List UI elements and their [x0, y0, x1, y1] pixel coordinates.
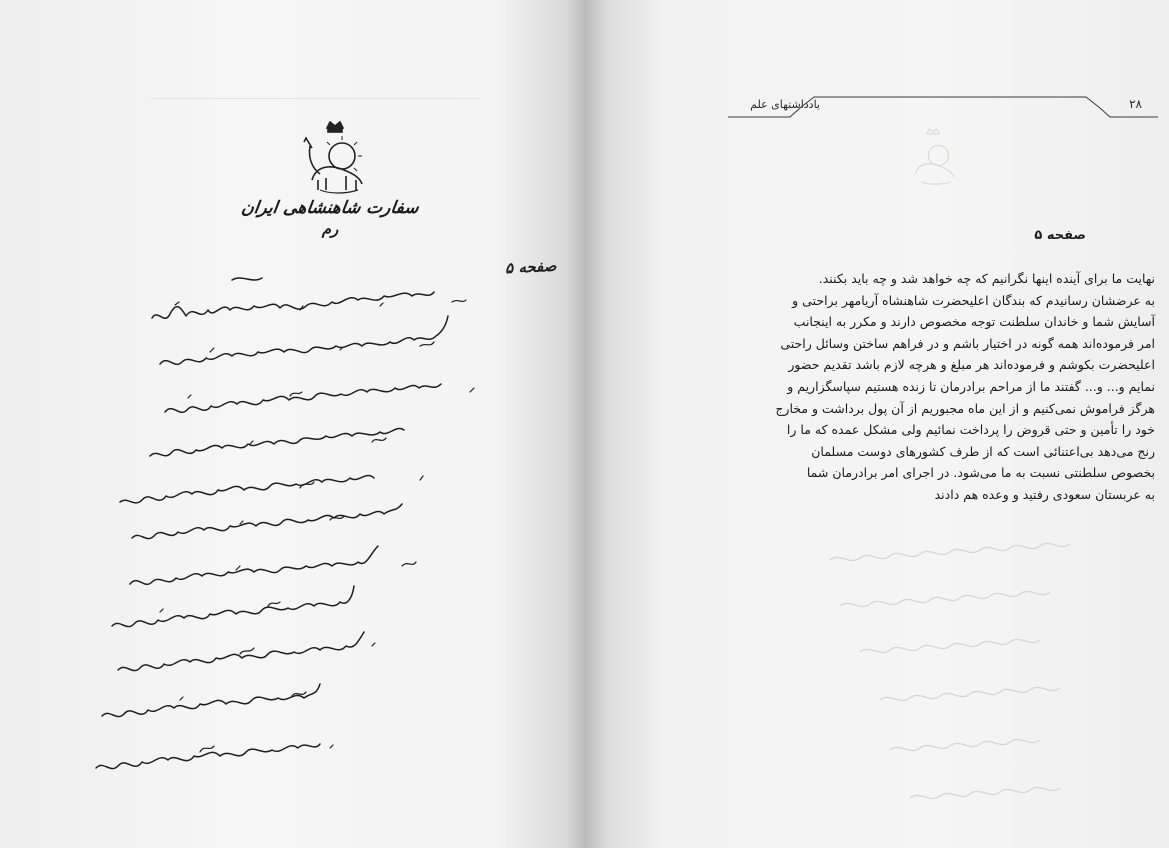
handwriting-line — [232, 278, 262, 280]
body-line: آسایش شما و خاندان سلطنت توجه مخصوص دارند و مکرر به اینجانب — [793, 314, 1155, 330]
section-title: صفحه ۵ — [1034, 228, 1086, 243]
handwriting-line — [165, 384, 441, 412]
body-line: اعلیحضرت بکوشم و فرموده‌اند هر مبلغ و هرچه لازم باشد تقدیم حضور — [788, 357, 1155, 373]
body-line: نهایت ما برای آینده اینها نگرانیم که چه خواهد شد و چه باید بکنند. — [818, 271, 1155, 286]
handwritten-page-label: صفحه ۵ — [504, 256, 557, 278]
running-head-title: یادداشتهای علم — [750, 98, 820, 111]
running-head — [728, 96, 1158, 118]
body-line: خود را تأمین و حتی قروض را پرداخت نمائیم ولی مشکل عمده که ما را — [786, 422, 1155, 438]
handwriting-line — [130, 546, 378, 584]
handwriting-line — [150, 428, 404, 456]
body-line: بخصوص سلطنتی نسبت به ما می‌شود. در اجرای امر برادرمان شما — [806, 465, 1155, 481]
body-line: امر فرموده‌اند همه گونه در اختیار باشم و در فراهم ساختن وسائل راحتی — [780, 335, 1155, 351]
handwriting-line — [152, 292, 434, 318]
handwriting-line — [102, 684, 320, 717]
handwriting-line — [96, 744, 320, 769]
handwriting-line — [120, 475, 374, 502]
body-line: رنج می‌دهد بی‌اعتنائی است که از طرف کشورهای دوست مسلمان — [811, 443, 1155, 459]
body-line: به عربستان سعودی رفتید و وعده هم دادند — [934, 486, 1155, 502]
handwriting-line — [112, 586, 354, 627]
page-number: ۲۸ — [1129, 97, 1142, 111]
letterhead-city: رم — [321, 220, 339, 238]
emblem-bleed-through-icon — [905, 126, 961, 188]
letterhead-embassy-name: سفارت شاهنشاهی ایران — [240, 198, 420, 218]
handwritten-letter-body — [0, 0, 584, 848]
handwriting-bleed-through — [820, 540, 1165, 840]
handwriting-line — [160, 316, 448, 364]
transcription-body — [708, 268, 1155, 506]
handwriting-line — [132, 504, 402, 539]
handwriting-line — [118, 632, 364, 671]
left-page-facsimile — [0, 0, 584, 848]
body-line: هرگز فراموش نمی‌کنیم و از این ماه مجبوریم از آن پول برداشت و مخارج — [775, 400, 1155, 416]
body-line: نمایم و... و... گفتند ما از مراحم برادرمان تا زنده هستیم سپاسگزاریم و — [787, 378, 1155, 394]
body-line: به عرضشان رسانیدم که بندگان اعلیحضرت شاهنشاه آریامهر براحتی و — [792, 292, 1155, 308]
